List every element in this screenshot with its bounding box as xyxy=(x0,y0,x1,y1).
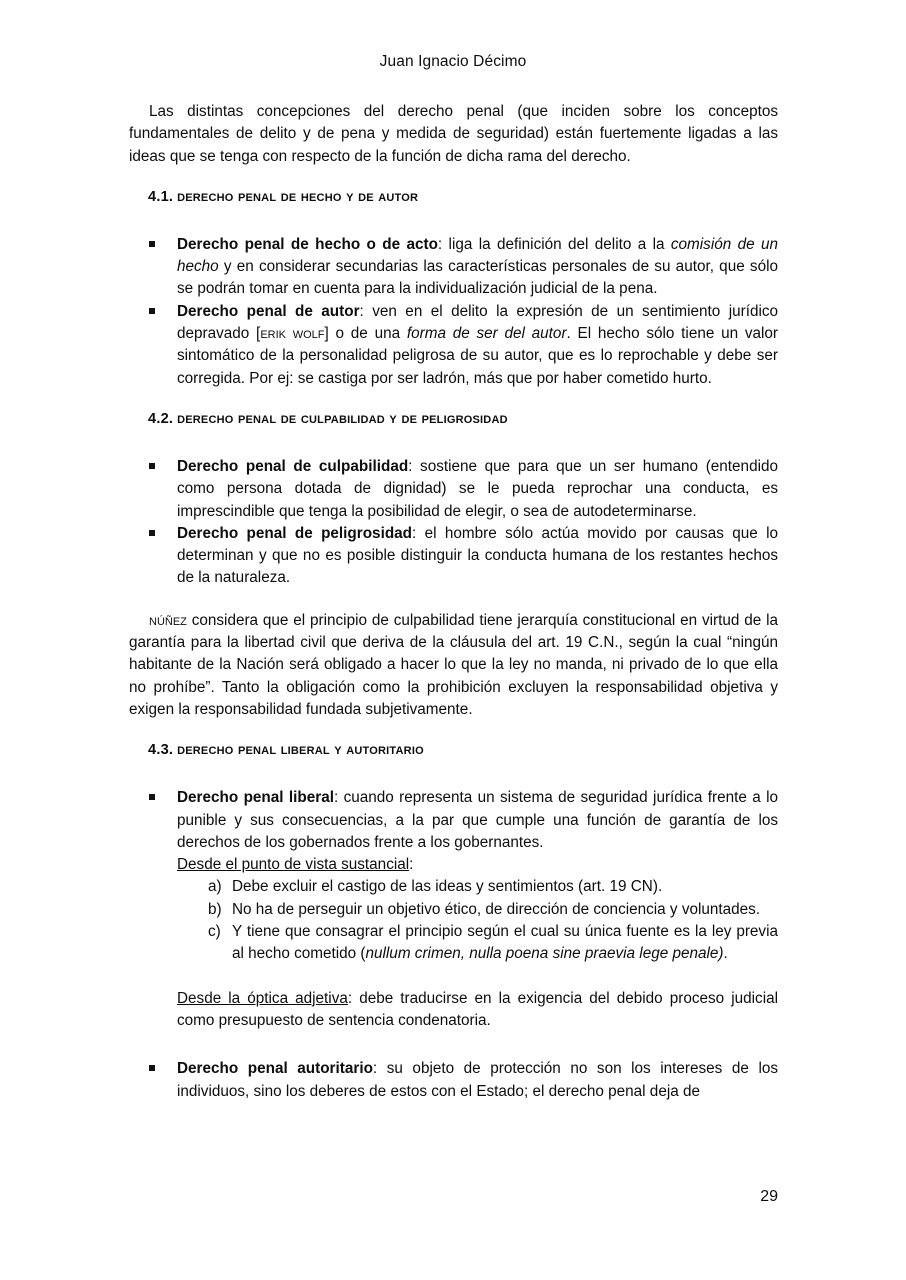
bullet-text-c: . El hecho sólo tiene un valor sintomático de la personalidad peligrosa de su autor, que es lo reprochable y debe ser corregida. Por ej: se castiga por ser ladrón, más que por haber cometido hurto. xyxy=(177,325,779,387)
bullet-derecho-penal-liberal xyxy=(129,787,778,854)
underlined-lead-tail: : xyxy=(409,856,414,874)
bullet-text-b: ] o de una xyxy=(324,325,407,343)
alpha-list-item-a xyxy=(129,876,778,898)
alpha-marker-c: c) xyxy=(208,923,221,941)
bullet-lead-label: Derecho penal de peligrosidad xyxy=(177,524,413,542)
alpha-list-item-c xyxy=(129,921,778,966)
page-content xyxy=(129,101,778,1103)
subheading-punto-de-vista-sustancial xyxy=(129,854,778,876)
bullet-lead-label: Derecho penal de culpabilidad xyxy=(177,457,409,475)
spacer xyxy=(129,1032,778,1045)
bullet-italic-a: forma de ser del autor xyxy=(406,325,567,343)
section-heading-4-1 xyxy=(129,186,778,208)
alpha-text-c1: Y tiene que consagrar el principio según el cual su única fuente es la ley previa al hecho cometido ( xyxy=(232,923,778,963)
bullet-derecho-penal-de-peligrosidad xyxy=(129,523,778,590)
square-bullet-icon xyxy=(149,301,161,323)
paragraph-nunez-text: considera que el principio de culpabilidad tiene jerarquía constitucional en virtud de la garantía para la libertad civil que deriva de la cláusula del art. 19 C.N., según la cual “ningún habitante de la Nación será obligado a hacer lo que la ley no manda, ni privado de lo que ella no prohíbe”. Tanto la obligación como la prohibición excluyen la responsabilidad objetiva y exigen la responsabilidad fundada subjetivamente. xyxy=(129,611,778,718)
underlined-lead-adjetiva: Desde la óptica adjetiva xyxy=(177,989,348,1007)
square-bullet-icon xyxy=(149,456,161,478)
section-title-4-3: derecho penal liberal y autoritario xyxy=(177,741,424,759)
section-heading-4-3 xyxy=(129,739,778,761)
bullet-lead-label: Derecho penal autoritario xyxy=(177,1060,373,1078)
spacer xyxy=(129,430,778,443)
paragraph-optica-adjetiva xyxy=(129,988,778,1033)
bullet-lead-label: Derecho penal de hecho o de acto xyxy=(177,235,438,253)
square-bullet-icon xyxy=(149,234,161,256)
bullet-text-a: : sostiene que para que un ser humano (entendido como persona dotada de dignidad) se le pueda reprochar una conducta, es imprescindible que tenga la posibilidad de elegir, o sea de autodeterminarse. xyxy=(177,457,778,520)
bullet-derecho-penal-de-autor xyxy=(129,301,778,390)
section-title-4-1: derecho penal de hecho y de autor xyxy=(177,187,419,205)
latin-maxim-nullum-crimen: nullum crimen, nulla poena sine praevia lege penale) xyxy=(365,945,724,963)
bullet-text-a: : cuando representa un sistema de seguridad jurídica frente a lo punible y sus consecuencias, a la par que cumple una función de garantía de los derechos de los gobernados frente a los gobernantes. xyxy=(177,789,778,851)
bullet-text-a: : el hombre sólo actúa movido por causas que lo determinan y que no es posible distinguir la conducta humana de los restantes hechos de la naturaleza. xyxy=(177,524,778,587)
alpha-text-a: Debe excluir el castigo de las ideas y sentimientos (art. 19 CN). xyxy=(232,878,663,896)
bullet-text-a: : liga la definición del delito a la xyxy=(437,235,671,253)
section-number-4-2: 4.2. xyxy=(148,410,174,427)
alpha-marker-a: a) xyxy=(208,878,222,896)
alpha-text-b: No ha de perseguir un objetivo ético, de dirección de conciencia y voluntades. xyxy=(232,900,761,918)
author-reference-nunez: núñez xyxy=(149,611,187,629)
section-heading-4-2 xyxy=(129,408,778,430)
section-number-4-1: 4.1. xyxy=(148,188,174,205)
spacer xyxy=(129,761,778,774)
bullet-derecho-penal-autoritario xyxy=(129,1058,778,1103)
spacer xyxy=(129,590,778,610)
square-bullet-icon xyxy=(149,1058,161,1080)
bullet-derecho-penal-de-hecho xyxy=(129,234,778,301)
alpha-list-sustancial xyxy=(129,876,778,965)
author-reference-erik-wolf: erik wolf xyxy=(260,325,325,343)
paragraph-nunez xyxy=(129,610,778,721)
bullet-lead-label: Derecho penal de autor xyxy=(177,302,360,320)
alpha-marker-b: b) xyxy=(208,900,222,918)
alpha-text-c2: . xyxy=(723,945,728,963)
bullet-text-b: y en considerar secundarias las características personales de su autor, que sólo se podrán tomar en cuenta para la individualización judicial de la pena. xyxy=(177,258,778,298)
section-title-4-2: derecho penal de culpabilidad y de peligrosidad xyxy=(177,409,508,427)
bullet-text-a: : ven en el delito la expresión de un sentimiento jurídico depravado [ xyxy=(177,302,779,343)
square-bullet-icon xyxy=(149,787,161,809)
bullet-text-a: : su objeto de protección no son los intereses de los individuos, sino los deberes de estos con el Estado; el derecho penal deja de xyxy=(177,1060,779,1100)
underlined-lead-sustancial: Desde el punto de vista sustancial xyxy=(177,856,410,874)
spacer xyxy=(129,966,778,988)
running-header: Juan Ignacio Décimo xyxy=(379,53,527,70)
bullet-italic-a: comisión de un hecho xyxy=(177,235,778,276)
bullet-derecho-penal-de-culpabilidad xyxy=(129,456,778,523)
section-number-4-3: 4.3. xyxy=(148,742,174,759)
paragraph-optica-adjetiva-text: : debe traducirse en la exigencia del debido proceso judicial como presupuesto de sentencia condenatoria. xyxy=(177,989,779,1029)
spacer xyxy=(129,208,778,221)
square-bullet-icon xyxy=(149,523,161,545)
page-number: 29 xyxy=(760,1188,778,1205)
bullet-lead-label: Derecho penal liberal xyxy=(177,789,334,807)
intro-paragraph: Las distintas concepciones del derecho penal (que inciden sobre los conceptos fundamentales de delito y de pena y medida de seguridad) están fuertemente ligadas a las ideas que se tenga con respecto de la función de dicha rama del derecho. xyxy=(129,103,778,165)
alpha-list-item-b xyxy=(129,899,778,921)
